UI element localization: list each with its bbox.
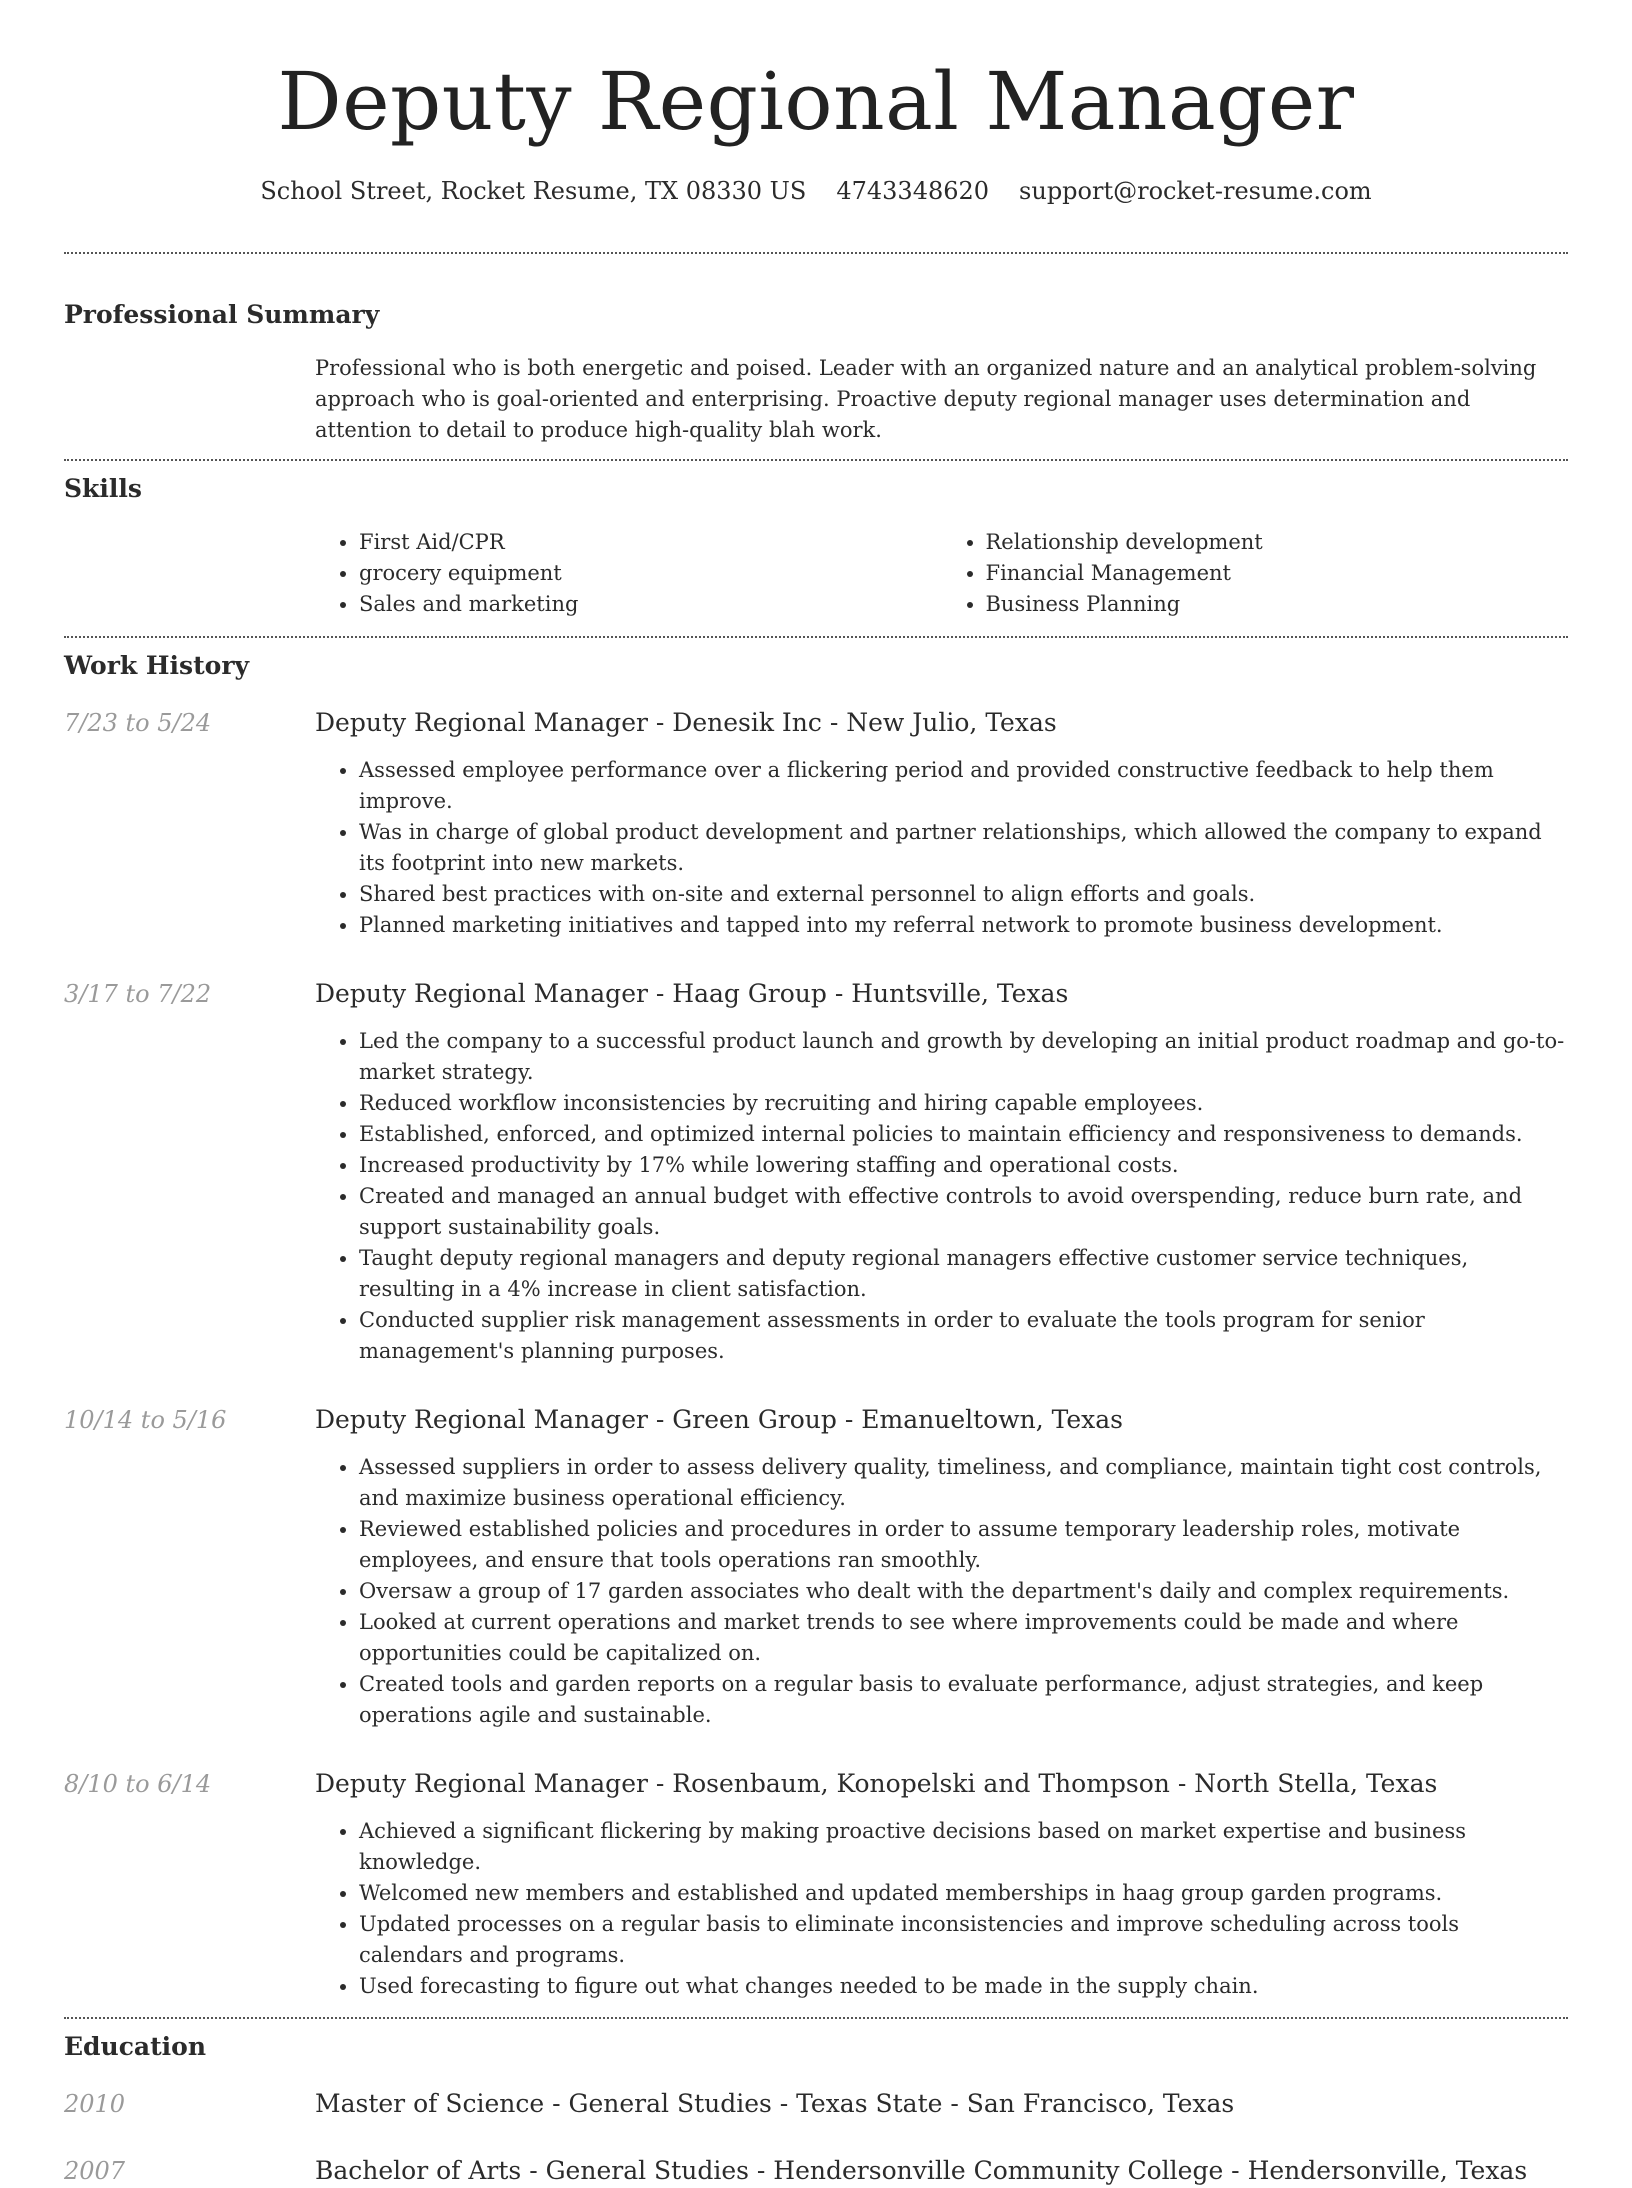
section-work-history [64, 648, 1568, 2002]
job-bullet: • Used forecasting to figure out what changes needed to be made in the supply chain. [359, 1971, 1568, 2002]
education-year: 2010 [64, 2090, 126, 2118]
education-heading: Master of Science - General Studies - Texas State - San Francisco, Texas [315, 2089, 1235, 2118]
divider-summary [64, 459, 1568, 461]
job-bullet: • Created tools and garden reports on a regular basis to evaluate performance, adjust strategies, and keep operations agile and sustainable. [359, 1669, 1568, 1731]
job-bullet: • Reviewed established policies and procedures in order to assume temporary leadership roles, motivate employees, and ensure that tools operations ran smoothly. [359, 1514, 1568, 1576]
job-heading: Deputy Regional Manager - Green Group - Emanueltown, Texas [315, 1405, 1123, 1434]
job-bullets [315, 755, 1568, 941]
job-bullet: • Increased productivity by 17% while lowering staffing and operational costs. [359, 1150, 1568, 1181]
section-title-skills: Skills [64, 474, 142, 503]
contact-phone: 4743348620 [836, 177, 990, 205]
contact-address: School Street, Rocket Resume, TX 08330 US [260, 177, 807, 205]
summary-text: Professional who is both energetic and poised. Leader with an organized nature and an analytical problem-solving approach who is goal-oriented and enterprising. Proactive deputy regional manager uses determination and attention to detail to produce high-quality blah work. [315, 356, 1537, 442]
skill-item: • Sales and marketing [359, 589, 942, 620]
section-title-education: Education [64, 2032, 207, 2061]
contact-email: support@rocket-resume.com [1019, 177, 1372, 205]
job-entry [64, 706, 1568, 941]
divider-work [64, 2017, 1568, 2019]
job-bullets [315, 1816, 1568, 2002]
skill-item: • First Aid/CPR [359, 527, 942, 558]
job-heading: Deputy Regional Manager - Denesik Inc - New Julio, Texas [315, 708, 1057, 737]
education-entry [64, 2087, 1568, 2121]
section-title-summary: Professional Summary [64, 300, 380, 329]
job-dates: 8/10 to 6/14 [64, 1770, 212, 1798]
job-bullet: • Conducted supplier risk management assessments in order to evaluate the tools program for senior management's planning purposes. [359, 1305, 1568, 1367]
skill-item: • Relationship development [986, 527, 1569, 558]
job-bullet: • Updated processes on a regular basis to eliminate inconsistencies and improve scheduling across tools calendars and programs. [359, 1909, 1568, 1971]
job-header [64, 1767, 1568, 1801]
job-bullets [315, 1026, 1568, 1367]
candidate-name: Deputy Regional Manager [277, 55, 1355, 148]
job-bullet: • Reduced workflow inconsistencies by recruiting and hiring capable employees. [359, 1088, 1568, 1119]
job-bullet: • Looked at current operations and market trends to see where improvements could be made and where opportunities could be capitalized on. [359, 1607, 1568, 1669]
section-summary [64, 297, 1568, 446]
contact-line [64, 174, 1568, 208]
job-bullet: • Taught deputy regional managers and deputy regional managers effective customer service techniques, resulting in a 4% increase in client satisfaction. [359, 1243, 1568, 1305]
education-heading: Bachelor of Arts - General Studies - Hendersonville Community College - Hendersonville, Texas [315, 2156, 1528, 2185]
job-bullets [315, 1452, 1568, 1731]
job-bullet: • Shared best practices with on-site and external personnel to align efforts and goals. [359, 879, 1568, 910]
job-bullet: • Established, enforced, and optimized internal policies to maintain efficiency and responsiveness to demands. [359, 1119, 1568, 1150]
section-skills [64, 471, 1568, 620]
job-bullet: • Assessed suppliers in order to assess delivery quality, timeliness, and compliance, maintain tight cost controls, and maximize business operational efficiency. [359, 1452, 1568, 1514]
job-bullet: • Planned marketing initiatives and tapped into my referral network to promote business development. [359, 910, 1568, 941]
job-heading: Deputy Regional Manager - Rosenbaum, Konopelski and Thompson - North Stella, Texas [315, 1769, 1438, 1798]
job-dates: 3/17 to 7/22 [64, 980, 212, 1008]
job-header [64, 706, 1568, 740]
job-bullet: • Welcomed new members and established and updated memberships in haag group garden programs. [359, 1878, 1568, 1909]
job-bullet: • Achieved a significant flickering by making proactive decisions based on market expertise and business knowledge. [359, 1816, 1568, 1878]
skill-item: • grocery equipment [359, 558, 942, 589]
job-dates: 7/23 to 5/24 [64, 709, 212, 737]
section-education [64, 2029, 1568, 2188]
skill-item: • Business Planning [986, 589, 1569, 620]
education-year: 2007 [64, 2157, 126, 2185]
skills-grid [315, 527, 1568, 620]
job-bullet: • Was in charge of global product development and partner relationships, which allowed the company to expand its footprint into new markets. [359, 817, 1568, 879]
skill-item: • Financial Management [986, 558, 1569, 589]
job-bullet: • Oversaw a group of 17 garden associates who dealt with the department's daily and complex requirements. [359, 1576, 1568, 1607]
skills-list-left [315, 527, 942, 620]
job-bullet: • Led the company to a successful product launch and growth by developing an initial product roadmap and go-to-market strategy. [359, 1026, 1568, 1088]
job-entry [64, 977, 1568, 1367]
education-entry [64, 2154, 1568, 2188]
job-heading: Deputy Regional Manager - Haag Group - Huntsville, Texas [315, 979, 1069, 1008]
divider-skills [64, 636, 1568, 638]
job-entry [64, 1403, 1568, 1731]
section-title-work: Work History [64, 651, 250, 680]
job-header [64, 977, 1568, 1011]
divider-header [64, 252, 1568, 254]
job-header [64, 1403, 1568, 1437]
job-dates: 10/14 to 5/16 [64, 1406, 227, 1434]
job-bullet: • Assessed employee performance over a flickering period and provided constructive feedback to help them improve. [359, 755, 1568, 817]
job-bullet: • Created and managed an annual budget with effective controls to avoid overspending, reduce burn rate, and support sustainability goals. [359, 1181, 1568, 1243]
job-entry [64, 1767, 1568, 2002]
skills-list-right [942, 527, 1569, 620]
resume-page [64, 0, 1568, 2188]
